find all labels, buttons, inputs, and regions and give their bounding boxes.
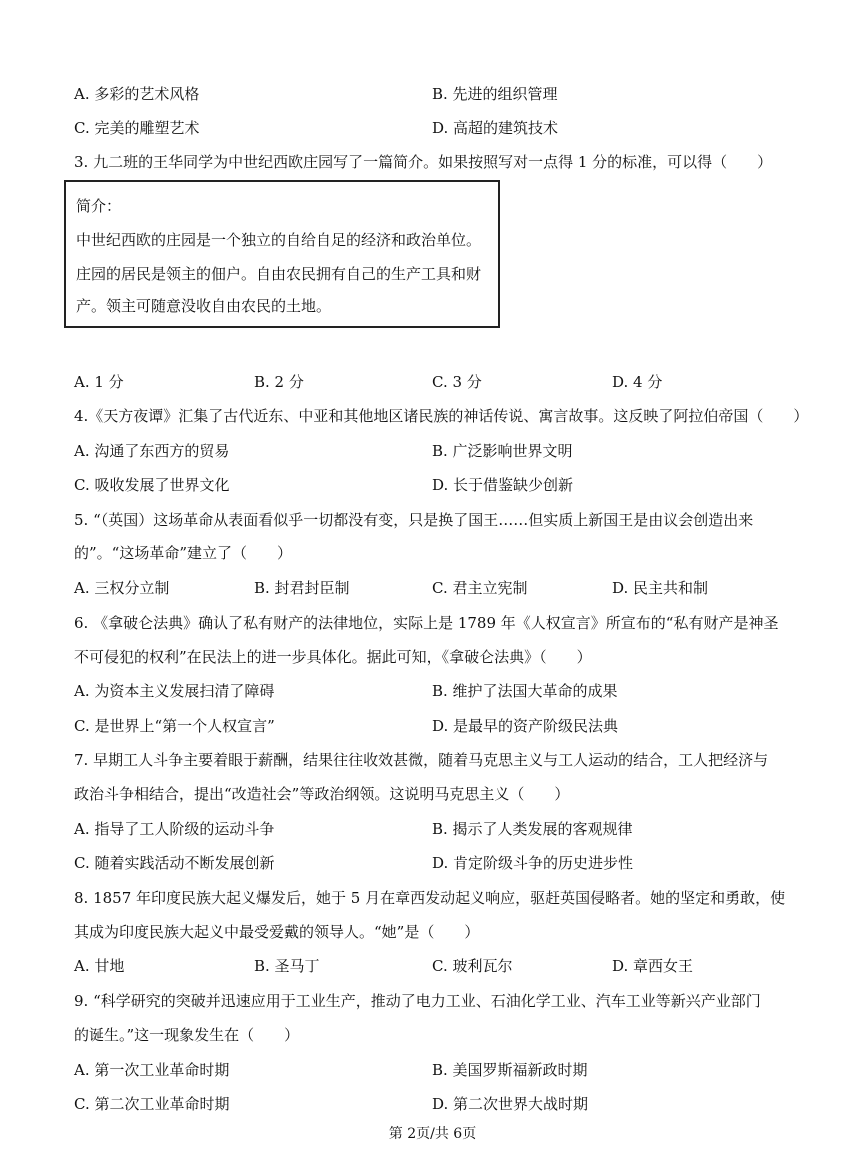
q3-box-line-2: 中世纪西欧的庄园是一个独立的自给自足的经济和政治单位。 (76, 231, 482, 249)
q5-option-c: C. 君主立宪制 (432, 579, 528, 597)
q6-option-b: B. 维护了法国大革命的成果 (432, 682, 618, 700)
q3-intro-box (64, 180, 500, 328)
q3-option-c: C. 3 分 (432, 373, 482, 391)
q3-box-line-3: 庄园的居民是领主的佃户。自由农民拥有自己的生产工具和财 (76, 265, 482, 283)
q4-option-d: D. 长于借鉴缺少创新 (432, 476, 574, 494)
q4-option-b: B. 广泛影响世界文明 (432, 442, 573, 460)
q2-option-a: A. 多彩的艺术风格 (74, 85, 200, 103)
q3-option-d: D. 4 分 (612, 373, 663, 391)
q5-stem-line-1: 5. “（英国）这场革命从表面看似乎一切都没有变，只是换了国王……但实质上新国王是由议会创造出来 (74, 511, 754, 529)
q4-stem: 4.《天方夜谭》汇集了古代近东、中亚和其他地区诸民族的神话传说、寓言故事。这反映了阿拉伯帝国（ ） (74, 407, 809, 425)
q4-option-a: A. 沟通了东西方的贸易 (74, 442, 230, 460)
q2-option-d: D. 高超的建筑技术 (432, 119, 559, 137)
q3-option-a: A. 1 分 (74, 373, 124, 391)
q5-option-d: D. 民主共和制 (612, 579, 709, 597)
q3-stem: 3. 九二班的王华同学为中世纪西欧庄园写了一篇简介。如果按照写对一点得 1 分的标准，可以得（ ） (74, 153, 773, 171)
q6-stem-line-2: 不可侵犯的权利”在民法上的进一步具体化。据此可知，《拿破仑法典》（ ） (74, 648, 592, 666)
page-number: 第 2页/共 6页 (388, 1126, 477, 1142)
q6-option-c: C. 是世界上“第一个人权宣言” (74, 717, 275, 735)
q5-option-b: B. 封君封臣制 (254, 579, 350, 597)
q2-option-b: B. 先进的组织管理 (432, 85, 558, 103)
q5-stem-line-2: 的”。“这场革命”建立了（ ） (74, 544, 293, 562)
q8-stem-line-2: 其成为印度民族大起义中最受爱戴的领导人。“她”是（ ） (74, 923, 480, 941)
q3-box-line-1: 简介： (76, 197, 122, 215)
q7-stem-line-1: 7. 早期工人斗争主要着眼于薪酬，结果往往收效甚微，随着马克思主义与工人运动的结合，工人把经济与 (74, 751, 769, 769)
q7-option-a: A. 指导了工人阶级的运动斗争 (74, 820, 275, 838)
q9-stem-line-2: 的诞生。”这一现象发生在（ ） (74, 1026, 300, 1044)
q7-stem-line-2: 政治斗争相结合，提出“改造社会”等政治纲领。这说明马克思主义（ ） (74, 785, 570, 803)
q9-option-d: D. 第二次世界大战时期 (432, 1095, 589, 1113)
q6-option-a: A. 为资本主义发展扫清了障碍 (74, 682, 275, 700)
q7-option-b: B. 揭示了人类发展的客观规律 (432, 820, 633, 838)
q6-stem-line-1: 6. 《拿破仑法典》确认了私有财产的法律地位，实际上是 1789 年《人权宣言》所宣布的“私有财产是神圣 (74, 614, 779, 632)
q9-option-c: C. 第二次工业革命时期 (74, 1095, 230, 1113)
q5-option-a: A. 三权分立制 (74, 579, 170, 597)
q6-option-d: D. 是最早的资产阶级民法典 (432, 717, 619, 735)
q3-box-line-4: 产。领主可随意没收自由农民的土地。 (76, 297, 332, 315)
q8-stem-line-1: 8. 1857 年印度民族大起义爆发后，她于 5 月在章西发动起义响应，驱赶英国侵略者。她的坚定和勇敢，使 (74, 889, 786, 907)
q9-stem-line-1: 9. “科学研究的突破并迅速应用于工业生产，推动了电力工业、石油化学工业、汽车工业等新兴产业部门 (74, 992, 761, 1010)
q3-option-b: B. 2 分 (254, 373, 304, 391)
q2-option-c: C. 完美的雕塑艺术 (74, 119, 200, 137)
q8-option-b: B. 圣马丁 (254, 957, 320, 975)
q4-option-c: C. 吸收发展了世界文化 (74, 476, 230, 494)
q7-option-d: D. 肯定阶级斗争的历史进步性 (432, 854, 634, 872)
q9-option-b: B. 美国罗斯福新政时期 (432, 1061, 588, 1079)
q7-option-c: C. 随着实践活动不断发展创新 (74, 854, 275, 872)
q8-option-d: D. 章西女王 (612, 957, 694, 975)
q9-option-a: A. 第一次工业革命时期 (74, 1061, 230, 1079)
q8-option-a: A. 甘地 (74, 957, 125, 975)
q8-option-c: C. 玻利瓦尔 (432, 957, 513, 975)
